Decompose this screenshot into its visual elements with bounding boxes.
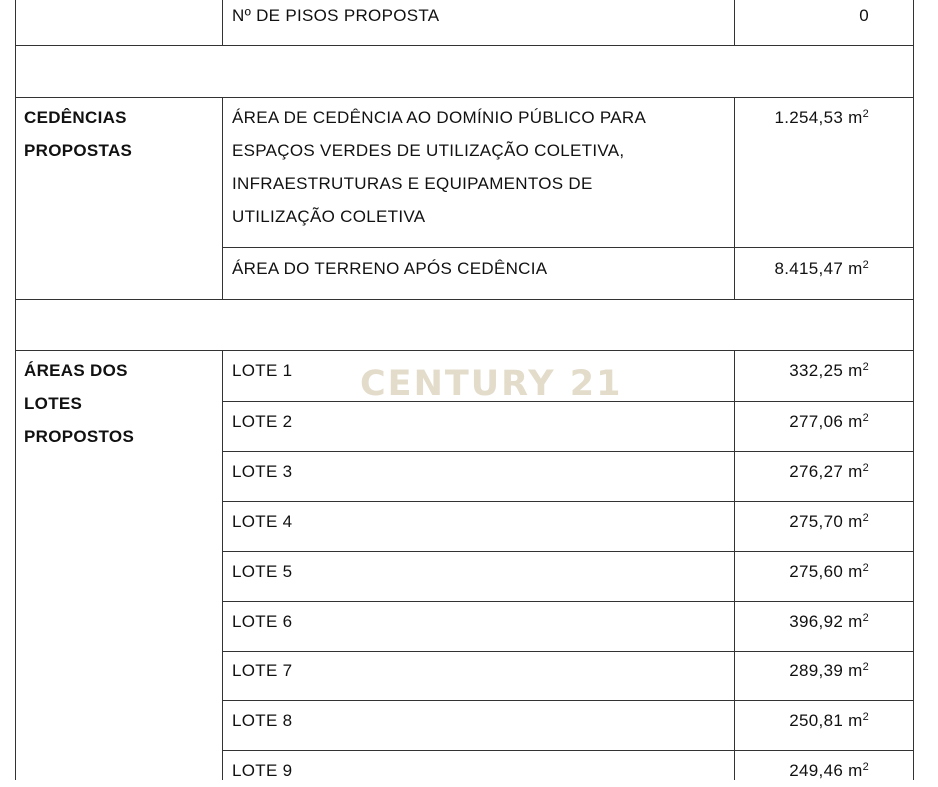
lote-value: 289,39 $m^2$ bbox=[789, 661, 869, 680]
unit-superscript: 2 bbox=[862, 612, 869, 624]
lote-label: LOTE 2 bbox=[232, 412, 293, 431]
row-divider bbox=[222, 601, 914, 602]
label-line: INFRAESTRUTURAS E EQUIPAMENTOS DE bbox=[232, 174, 593, 193]
lote-value: 396,92 $m^2$ bbox=[789, 612, 869, 631]
unit-superscript: 2 bbox=[862, 108, 869, 120]
lotes-header-line: ÁREAS DOS bbox=[24, 361, 128, 380]
cedencias-item1-label bbox=[232, 101, 732, 233]
lote-label: LOTE 5 bbox=[232, 562, 293, 581]
column-divider bbox=[222, 0, 223, 45]
row-divider bbox=[15, 350, 914, 351]
lotes-header-line: LOTES bbox=[24, 394, 83, 413]
label-line: UTILIZAÇÃO COLETIVA bbox=[232, 207, 426, 226]
label-line: ESPAÇOS VERDES DE UTILIZAÇÃO COLETIVA, bbox=[232, 141, 625, 160]
cedencias-header-line: PROPOSTAS bbox=[24, 141, 133, 160]
row-divider bbox=[222, 451, 914, 452]
unit-superscript: 2 bbox=[862, 761, 869, 773]
unit-superscript: 2 bbox=[862, 661, 869, 673]
row-divider bbox=[222, 501, 914, 502]
column-divider bbox=[222, 350, 223, 780]
row-divider bbox=[222, 551, 914, 552]
cedencias-header-line: CEDÊNCIAS bbox=[24, 108, 127, 127]
lote-value: 277,06 $m^2$ bbox=[789, 412, 869, 431]
unit-superscript: 2 bbox=[862, 412, 869, 424]
lotes-header-line: PROPOSTOS bbox=[24, 427, 135, 446]
lote-label: LOTE 3 bbox=[232, 462, 293, 481]
row-divider bbox=[222, 750, 914, 751]
lote-value: 275,70 $m^2$ bbox=[789, 512, 869, 531]
lote-value: 250,81 $m^2$ bbox=[789, 711, 869, 730]
watermark: CENTURY 21 bbox=[360, 364, 623, 404]
lote-label: LOTE 1 bbox=[232, 361, 293, 380]
column-divider bbox=[222, 97, 223, 299]
pisos-value: 0 bbox=[859, 6, 869, 25]
row-divider bbox=[222, 247, 914, 248]
cedencias-header bbox=[24, 101, 219, 167]
unit-superscript: 2 bbox=[862, 512, 869, 524]
unit-superscript: 2 bbox=[862, 361, 869, 373]
unit-superscript: 2 bbox=[862, 259, 869, 271]
unit-superscript: 2 bbox=[862, 562, 869, 574]
lote-label: LOTE 8 bbox=[232, 711, 293, 730]
row-divider bbox=[15, 45, 914, 46]
lote-label: LOTE 6 bbox=[232, 612, 293, 631]
row-divider bbox=[15, 299, 914, 300]
unit-superscript: 2 bbox=[862, 462, 869, 474]
lote-label: LOTE 9 bbox=[232, 761, 293, 780]
unit-superscript: 2 bbox=[862, 711, 869, 723]
lote-value: 249,46 $m^2$ bbox=[789, 761, 869, 780]
row-divider bbox=[222, 700, 914, 701]
cedencias-item2-label: ÁREA DO TERRENO APÓS CEDÊNCIA bbox=[232, 259, 548, 278]
pisos-label: Nº DE PISOS PROPOSTA bbox=[232, 6, 440, 25]
lote-label: LOTE 7 bbox=[232, 661, 293, 680]
lote-value: 276,27 $m^2$ bbox=[789, 462, 869, 481]
lotes-header bbox=[24, 354, 219, 453]
cedencias-item2-value: 8.415,47 $m^2$ bbox=[774, 259, 869, 278]
label-line: ÁREA DE CEDÊNCIA AO DOMÍNIO PÚBLICO PARA bbox=[232, 108, 647, 127]
table-right-border bbox=[913, 0, 914, 780]
row-divider bbox=[15, 97, 914, 98]
cedencias-item1-value: 1.254,53 $m^2$ bbox=[774, 108, 869, 127]
lote-label: LOTE 4 bbox=[232, 512, 293, 531]
lote-value: 275,60 $m^2$ bbox=[789, 562, 869, 581]
table-left-border bbox=[15, 0, 16, 780]
row-divider bbox=[222, 651, 914, 652]
lote-value: 332,25 $m^2$ bbox=[789, 361, 869, 380]
